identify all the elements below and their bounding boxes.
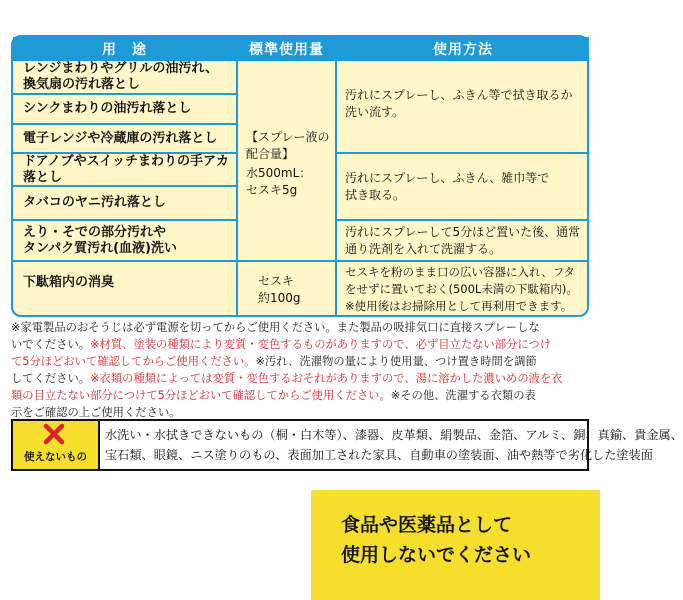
method-row-4: [337, 262, 589, 317]
method-row-2: [337, 154, 589, 219]
header-amount: 標準使用量: [238, 37, 335, 61]
unusable-title: 使えないもの: [24, 451, 87, 463]
note-text: いでください。: [11, 338, 91, 351]
method-text: セスキを粉のまま口の広い容器に入れ、フタ: [345, 265, 575, 279]
use-text: 下駄箱内の消臭: [23, 275, 115, 290]
note-line: [11, 387, 591, 404]
note-line: [11, 353, 591, 370]
amount-text: セスキ: [258, 274, 295, 288]
amount-spray: [238, 129, 335, 199]
use-row-2: [13, 95, 236, 123]
use-text: レンジまわりやグリルの油汚れ、: [23, 61, 219, 76]
use-text: 電子レンジや冷蔵庫の汚れ落とし: [23, 130, 218, 146]
method-row-3: [337, 221, 589, 260]
note-text: ※家電製品のおそうじは必ず電源を切ってからご使用ください。また製品の吸排気口に直接スプレーしな: [11, 321, 540, 334]
note-text: 示をご確認の上ご使用ください。: [11, 406, 181, 419]
note-text: ※その他、洗濯する衣類の表: [390, 389, 536, 402]
method-text: をせずに置いておく(500L未満の下駄箱内)。: [345, 282, 578, 296]
amount-text: 配合量】: [246, 147, 295, 161]
amount-text: 水500mL：: [246, 166, 312, 180]
method-text: 汚れにスプレーし、ふきん、雑巾等で: [345, 171, 550, 185]
usage-table: [11, 35, 589, 317]
caution-notes: [11, 319, 591, 421]
unusable-label: [13, 421, 100, 469]
use-row-6: [13, 221, 236, 260]
method-text: ※使用後はお掃除用として再利用できます。: [345, 299, 573, 313]
method-text: 通り洗剤を入れて洗濯する。: [345, 242, 502, 256]
method-text: 汚れにスプレーし、ふきん等で拭き取るか: [345, 88, 573, 102]
warning-line: 使用しないでください: [341, 544, 532, 566]
use-text: タンパク質汚れ(血液)洗い: [23, 241, 177, 256]
note-text: してください。: [11, 372, 91, 385]
use-text: 換気扇の汚れ落とし: [23, 77, 141, 92]
note-line: [11, 370, 591, 387]
amount-text: 【スプレー液の: [246, 130, 330, 144]
method-text: 拭き取る。: [345, 188, 406, 202]
use-row-7: [13, 262, 236, 317]
header-use: 用 途: [13, 37, 236, 61]
note-line: [11, 319, 591, 336]
use-row-5: [13, 187, 236, 219]
note-text: ※汚れ、洗濯物の量により使用量、つけ置き時間を調節: [255, 355, 537, 368]
amount-text: セスキ5g: [246, 183, 298, 197]
unusable-text: 水洗い・水拭きできないもの（桐・白木等）、漆器、皮革類、絹製品、金箔、アルミ、銅、真鍮、貴金属、: [105, 428, 683, 442]
unusable-text: 宝石類、眼鏡、ニス塗りのもの、表面加工された家具、自動車の塗装面、油や熱等で劣化した塗装面: [105, 448, 653, 462]
note-text-red: ※材質、塗装の種類により変質・変色するものがありますので、必ず目立たない部分につけ: [90, 338, 551, 351]
x-mark-icon: [43, 424, 65, 444]
use-row-3: [13, 125, 236, 152]
use-row-4: [13, 154, 236, 185]
method-row-1: [337, 63, 589, 152]
use-row-1: [13, 61, 236, 93]
food-medicine-warning: [311, 490, 600, 600]
use-text: シンクまわりの油汚れ落とし: [23, 101, 192, 116]
use-text: タバコのヤニ汚れ落とし: [23, 195, 166, 210]
method-text: 洗い流す。: [345, 105, 405, 119]
header-method: 使用方法: [337, 37, 589, 61]
amount-shoe: [238, 273, 335, 307]
note-line: [11, 336, 591, 353]
unusable-list: [105, 425, 683, 465]
note-text-red: 類の目立たない部分につけて5分ほどおいて確認してからご使用ください。: [11, 389, 391, 402]
amount-text: 約100g: [258, 291, 301, 305]
use-text: えり・そでの部分汚れや: [23, 225, 167, 240]
unusable-items-box: [11, 419, 683, 471]
note-text-red: ※衣類の種類によっては変質・変色するおそれがありますので、湯に溶かした濃いめの液を衣: [90, 372, 563, 385]
warning-line: 食品や医薬品として: [341, 514, 513, 536]
note-text-red: て5分ほどおいて確認してからご使用ください。: [11, 355, 256, 368]
use-text: ドアノブやスイッチまわりの手アカ落とし: [23, 153, 229, 185]
method-text: 汚れにスプレーして5分ほど置いた後、通常: [345, 225, 581, 239]
warning-message: [341, 510, 531, 570]
